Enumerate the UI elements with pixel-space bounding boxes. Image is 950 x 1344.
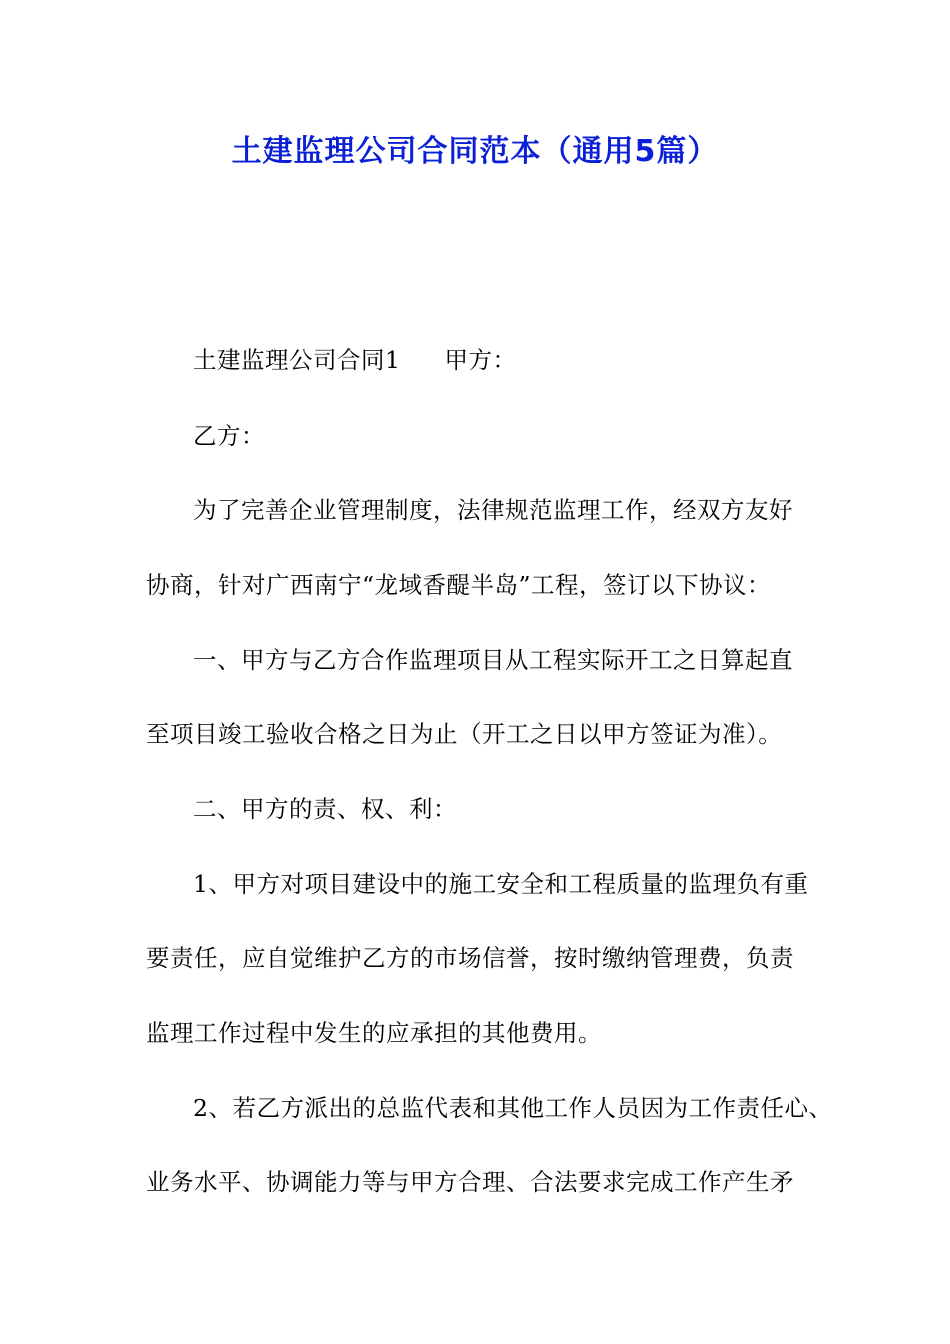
paragraph-line: 1、甲方对项目建设中的施工安全和工程质量的监理负有重 [193, 870, 809, 898]
paragraph-line: 2、若乙方派出的总监代表和其他工作人员因为工作责任心、 [193, 1094, 833, 1122]
paragraph-line: 业务水平、协调能力等与甲方合理、合法要求完成工作产生矛 [146, 1168, 794, 1196]
contract-number-label: 土建监理公司合同1 [193, 346, 401, 374]
paragraph-line: 一、甲方与乙方合作监理项目从工程实际开工之日算起直 [193, 646, 793, 674]
paragraph-line: 要责任，应自觉维护乙方的市场信誉，按时缴纳管理费，负责 [146, 944, 794, 972]
paragraph-line: 监理工作过程中发生的应承担的其他费用。 [146, 1019, 602, 1047]
document-title: 土建监理公司合同范本（通用5篇） [231, 134, 719, 169]
paragraph-line: 为了完善企业管理制度，法律规范监理工作，经双方友好 [193, 496, 793, 524]
paragraph-line: 至项目竣工验收合格之日为止（开工之日以甲方签证为准）。 [146, 720, 783, 748]
party-a-label: 甲方： [444, 346, 517, 374]
paragraph-contract-heading [193, 345, 516, 375]
party-b-label: 乙方： [193, 422, 265, 450]
section-heading: 二、甲方的责、权、利： [193, 795, 457, 823]
paragraph-line: 协商，针对广西南宁“龙域香醍半岛”工程，签订以下协议： [146, 571, 772, 599]
